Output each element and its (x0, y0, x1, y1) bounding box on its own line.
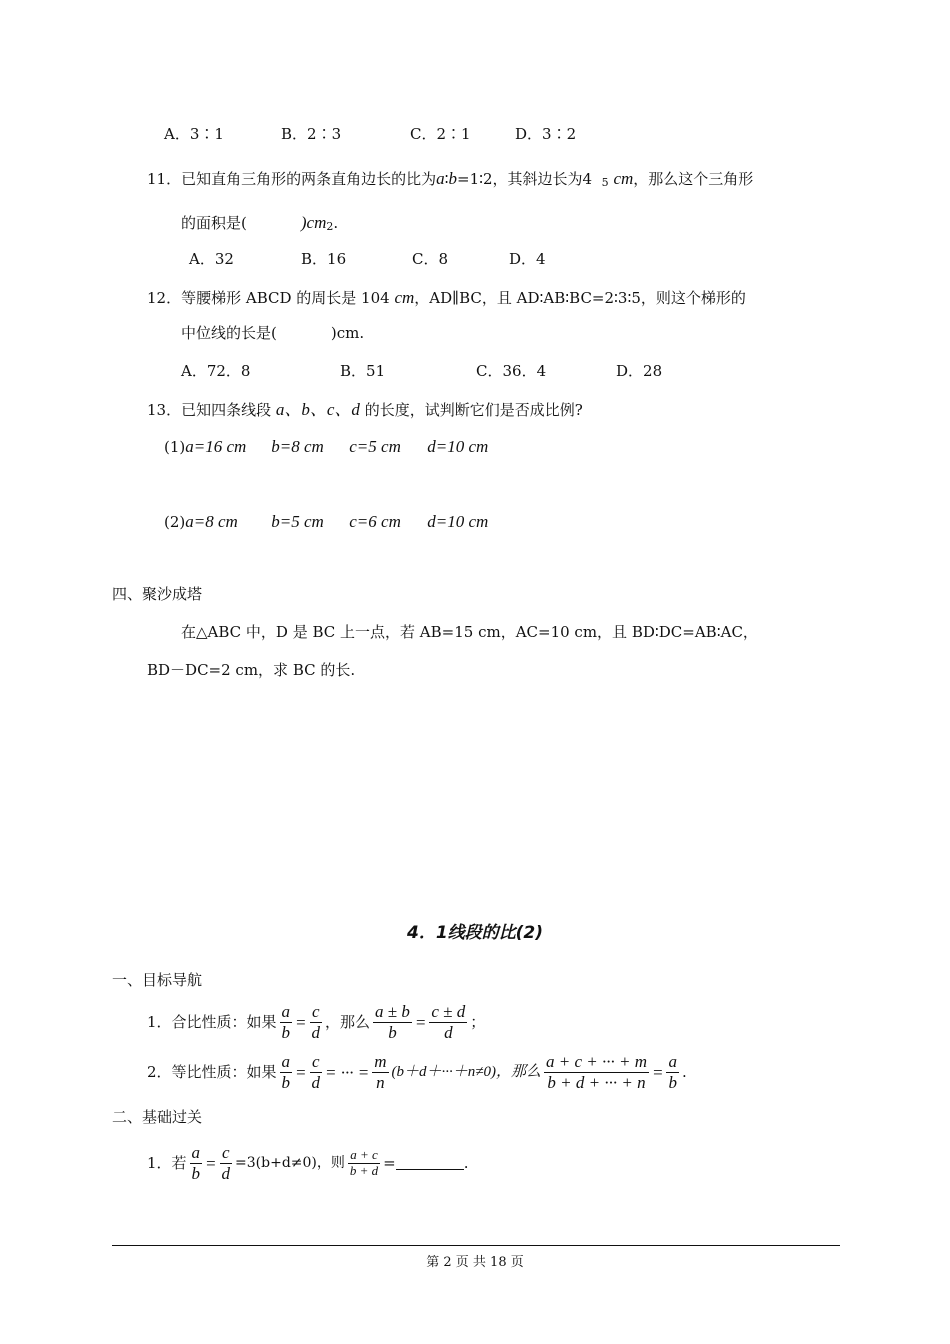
frac-num: c ± d (431, 1002, 466, 1021)
basics-item1 (147, 1143, 469, 1183)
frac-num: a (191, 1143, 201, 1162)
goals-item2-end: . (681, 1062, 687, 1081)
q10-option-a: A．3∶1 (164, 125, 224, 143)
q11-line2-end: . (333, 214, 339, 232)
frac-den: b (281, 1022, 291, 1042)
q13-part1-label: (1) (164, 438, 186, 456)
frac-den: b (281, 1072, 291, 1092)
q11-line1 (147, 170, 753, 188)
q11-line2-unit: )cm (300, 213, 327, 232)
q11-sqrt-part: 5 (601, 176, 609, 189)
q11-option-c: C．8 (412, 250, 449, 268)
page-footer: 第 2 页 共 18 页 (426, 1255, 524, 1270)
frac-a-over-b-result (666, 1052, 679, 1092)
q11-line2 (181, 214, 338, 232)
q13-part1-b: b=8 cm (271, 437, 324, 456)
frac-den: b (191, 1163, 201, 1183)
q13-part2-a: a=8 cm (185, 512, 238, 531)
q11-text-mid: =1∶2，其斜边长为4 (457, 170, 593, 188)
lesson-title: 4．1线段的比(2) (406, 923, 544, 943)
basics-item1-end: = (383, 1153, 396, 1172)
q11-var-a: a (436, 169, 445, 188)
equals-sign: = (652, 1062, 664, 1082)
q12-line2 (181, 326, 364, 341)
frac-sum (544, 1052, 649, 1092)
frac-den: d (444, 1022, 453, 1042)
q11-line2-sub: 2 (326, 220, 334, 233)
q12-line2-prefix: 中位线的长是( (181, 324, 277, 342)
frac-c-over-d (310, 1002, 323, 1042)
goals-item2-cond: (b＋d＋···＋n≠0)，那么 (391, 1063, 541, 1080)
frac-c-pm-d-over-d (429, 1002, 467, 1042)
q12-line2-end: )cm. (330, 324, 365, 342)
q11-text: 11．已知直角三角形的两条直角边长的比为 (147, 170, 437, 188)
q12-line1 (147, 289, 746, 306)
q11-line2-prefix: 的面积是( (181, 214, 247, 232)
q10-option-c: C．2∶1 (410, 125, 471, 143)
frac-num: a (281, 1052, 291, 1071)
q10-option-d: D．3∶2 (515, 125, 577, 143)
q12-option-a: A．72．8 (181, 362, 251, 380)
frac-ac-over-bd (348, 1148, 380, 1179)
goals-item2-prefix: 2．等比性质：如果 (147, 1062, 277, 1081)
frac-den: d (221, 1163, 231, 1183)
q13-part2-d: d=10 cm (427, 512, 489, 531)
q11-unit: cm (613, 169, 634, 188)
q12-option-c: C．36．4 (476, 362, 547, 380)
q11-var-b: b (448, 169, 457, 188)
goals-heading: 一、目标导航 (112, 971, 203, 989)
q11-option-b: B．16 (301, 250, 347, 268)
equals-sign: = (295, 1062, 307, 1082)
section4-line1: 在△ABC 中，D 是 BC 上一点，若 AB=15 cm，AC=10 cm，且 BD∶DC=AB∶AC， (181, 623, 758, 641)
frac-a-over-b (280, 1052, 293, 1092)
frac-den: b (388, 1022, 397, 1042)
frac-num: a + c + ··· + m (546, 1052, 647, 1071)
basics-item1-prefix: 1．若 (147, 1153, 187, 1172)
q12-text-end: ，AD∥BC，且 AD∶AB∶BC=2∶3∶5，则这个梯形的 (414, 289, 746, 307)
basics-item1-tail: . (463, 1153, 469, 1172)
q12-unit: cm (394, 288, 415, 307)
answer-blank (396, 1157, 464, 1170)
q13-part1-c: c=5 cm (349, 437, 401, 456)
frac-num: c (312, 1052, 320, 1071)
frac-num: a (668, 1052, 677, 1071)
frac-c-over-d (310, 1052, 323, 1092)
basics-item1-mid: =3(b+d≠0)，则 (235, 1155, 345, 1172)
frac-den: b + d + ··· + n (547, 1072, 646, 1092)
frac-a-over-b (280, 1002, 293, 1042)
q13-part2-b: b=5 cm (271, 512, 324, 531)
q13-part1-d: d=10 cm (427, 437, 489, 456)
q12-option-d: D．28 (616, 362, 663, 380)
ellipsis-equals: = ··· = (325, 1062, 370, 1082)
goals-item1-end: ； (470, 1012, 486, 1031)
frac-den: b + d (349, 1162, 379, 1178)
frac-num: a (281, 1002, 291, 1021)
q11-text-end: ，那么这个三角形 (633, 170, 754, 188)
q12-text: 12．等腰梯形 ABCD 的周长是 104 (147, 289, 390, 307)
frac-num: a + c (350, 1146, 378, 1162)
goals-item1-prefix: 1．合比性质：如果 (147, 1012, 277, 1031)
q13-part1 (164, 438, 488, 455)
frac-den: d (311, 1072, 321, 1092)
section4-heading: 四、聚沙成塔 (112, 585, 203, 603)
goals-item2 (147, 1052, 687, 1092)
q11-option-a: A．32 (189, 250, 234, 268)
goals-item1 (147, 1002, 485, 1042)
goals-item1-mid: ，那么 (325, 1012, 371, 1031)
q12-option-b: B．51 (340, 362, 386, 380)
frac-num: c (222, 1143, 230, 1162)
q13-vars: a、b、c、d (275, 400, 360, 419)
basics-heading: 二、基础过关 (112, 1108, 203, 1126)
frac-a-pm-b-over-b (373, 1002, 412, 1042)
frac-den: b (668, 1072, 677, 1092)
q13-line1 (147, 401, 583, 418)
q13-text-end: 的长度，试判断它们是否成比例? (364, 401, 583, 419)
frac-num: a ± b (375, 1002, 410, 1021)
q13-part1-a: a=16 cm (185, 437, 247, 456)
equals-sign: = (414, 1012, 427, 1032)
frac-den: d (311, 1022, 321, 1042)
q11-option-d: D．4 (509, 250, 546, 268)
q11-colon: ∶ (444, 170, 449, 188)
frac-a-over-b (190, 1143, 203, 1183)
frac-num: c (312, 1002, 320, 1021)
q10-option-b: B．2∶3 (281, 125, 342, 143)
equals-sign: = (295, 1012, 307, 1032)
q13-text: 13．已知四条线段 (147, 401, 272, 419)
q13-part2 (164, 513, 488, 530)
q13-part2-c: c=6 cm (349, 512, 401, 531)
frac-c-over-d (220, 1143, 233, 1183)
q13-part2-label: (2) (164, 513, 186, 531)
equals-sign: = (205, 1153, 217, 1173)
footer-divider (112, 1245, 840, 1246)
frac-den: n (376, 1072, 385, 1092)
frac-m-over-n (372, 1052, 388, 1092)
frac-num: m (374, 1052, 387, 1071)
section4-line2: BD－DC=2 cm，求 BC 的长. (147, 661, 356, 679)
